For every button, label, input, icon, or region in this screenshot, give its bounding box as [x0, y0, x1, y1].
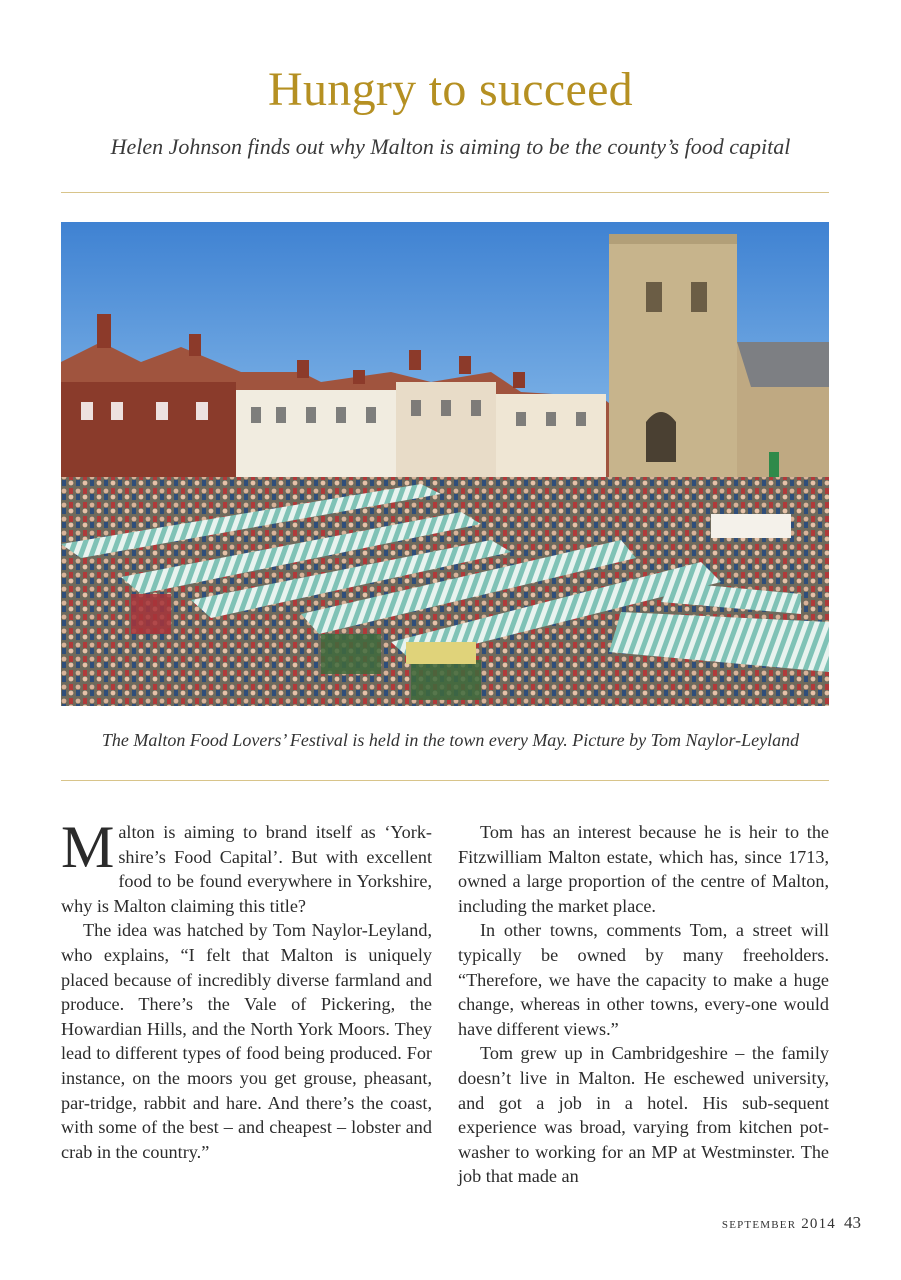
- paragraph-text: alton is aiming to brand itself as ‘York-shire’s Food Capital’. But with excellent food to be found everywhere in Yorkshire, why is Malton claiming this title?: [61, 822, 432, 916]
- body-paragraph: [61, 814, 432, 918]
- photo-caption: The Malton Food Lovers’ Festival is held in the town every May. Picture by Tom Naylor-Leyland: [101, 730, 800, 750]
- article-subtitle: Helen Johnson finds out why Malton is aiming to be the county’s food capital: [110, 134, 791, 159]
- article-title: Hungry to succeed: [268, 63, 633, 116]
- issue-date: september 2014: [721, 1216, 836, 1232]
- divider-top: [61, 192, 829, 193]
- page-number: 43: [844, 1213, 861, 1232]
- body-paragraph: In other towns, comments Tom, a street will typically be owned by many freeholders. “Therefore, we have the capacity to make a huge change, whereas in other towns, every-one would have different views.”: [458, 920, 829, 1039]
- divider-bottom: [61, 780, 829, 781]
- body-paragraph: Tom has an interest because he is heir to the Fitzwilliam Malton estate, which has, since 1713, owned a large proportion of the centre of Malton, including the market place.: [458, 822, 829, 916]
- body-paragraph: Tom grew up in Cambridgeshire – the family doesn’t live in Malton. He eschewed university, and got a job in a hotel. His sub-sequent experience was broad, varying from kitchen pot-washer to working for an MP at Westminster. The job that made an: [458, 1043, 829, 1187]
- body-column-right: [458, 820, 829, 1189]
- body-column-left: [61, 814, 432, 1164]
- market-photo: [61, 222, 829, 706]
- page-footer: [722, 1213, 861, 1233]
- drop-cap: M: [61, 814, 115, 880]
- body-paragraph: The idea was hatched by Tom Naylor-Leyland, who explains, “I felt that Malton is uniquely placed because of incredibly diverse farmland and produce. There’s the Vale of Pickering, the Howardian Hills, and the North York Moors. They lead to different types of food being produced. For instance, on the moors you get grouse, pheasant, par-tridge, rabbit and hare. And there’s the coast, with some of the best – and cheapest – lobster and crab in the country.”: [61, 920, 432, 1162]
